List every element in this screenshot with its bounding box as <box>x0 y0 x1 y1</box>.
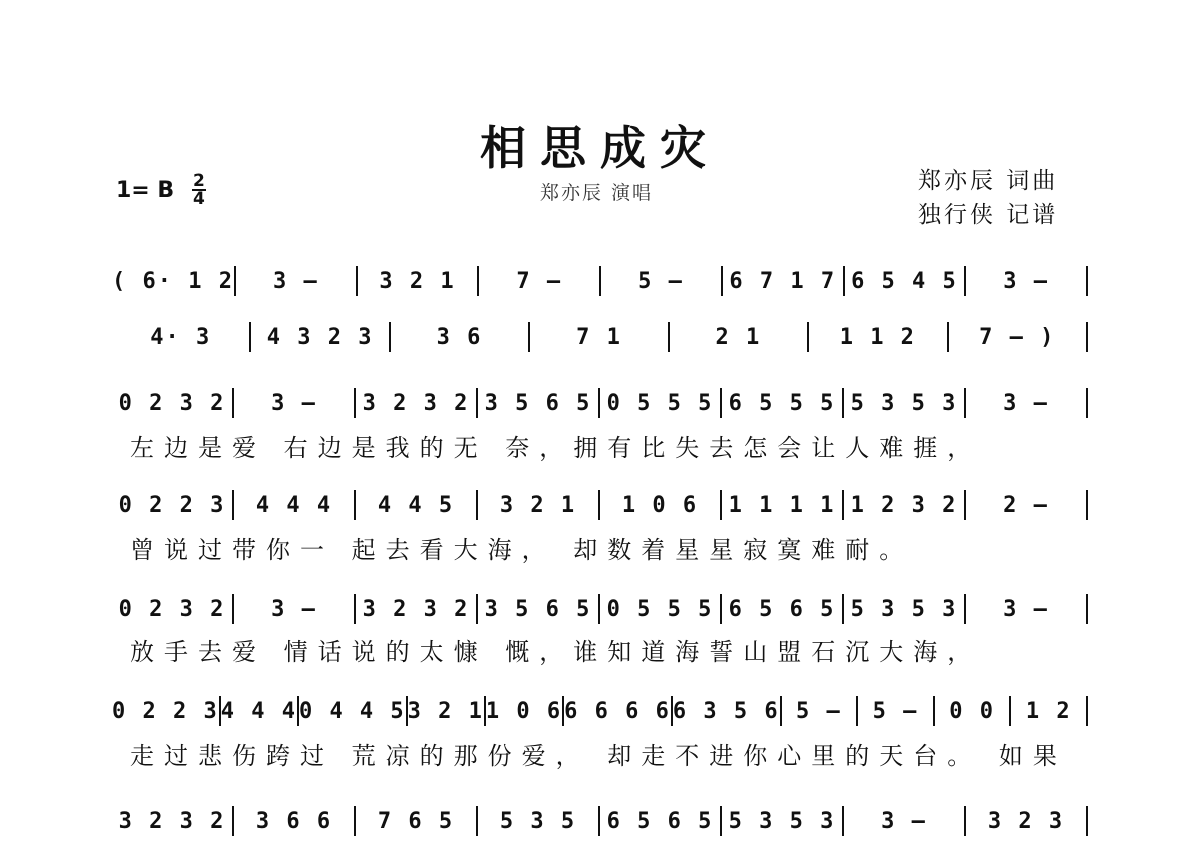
measure: 3 – <box>271 391 317 416</box>
lyricist-composer-credit: 郑亦辰 词曲 <box>918 168 1059 194</box>
measure: 1 0 6 <box>485 699 563 724</box>
measure: 3 – <box>271 597 317 622</box>
measure: 0 2 2 3 <box>112 699 219 724</box>
measure: 0 5 5 5 <box>606 597 714 622</box>
staff-row <box>112 588 1088 628</box>
barline <box>1086 696 1088 726</box>
measure: 5 – <box>872 699 919 724</box>
staff-row <box>112 316 1088 356</box>
measure: 3 6 <box>436 325 483 350</box>
measure: 3 5 6 5 <box>484 597 592 622</box>
measure: 7 6 5 <box>377 809 455 834</box>
measure: 4 4 4 <box>220 699 297 724</box>
measure: 0 5 5 5 <box>606 391 714 416</box>
time-signature <box>192 173 206 207</box>
measure: 6 6 6 6 <box>564 699 671 724</box>
staff-row <box>112 484 1088 524</box>
measure: 0 2 3 2 <box>118 391 226 416</box>
measure: 4· 3 <box>150 325 212 350</box>
measure: 6 5 6 5 <box>728 597 836 622</box>
measure: 1 1 2 <box>839 325 916 350</box>
measure: 3 – <box>272 269 319 294</box>
lyric-line: 曾说过带你一 起去看大海， 却数着星星寂寞难耐。 <box>130 536 914 564</box>
measure: 3 2 1 <box>379 269 456 294</box>
measure: 6 5 4 5 <box>851 269 958 294</box>
measure: 3 – <box>1003 269 1050 294</box>
measure: 5 3 5 3 <box>850 391 958 416</box>
measure: 1 2 <box>1025 699 1072 724</box>
measure: 3 6 6 <box>255 809 333 834</box>
measure: 3 – <box>1003 597 1049 622</box>
barline <box>1086 388 1088 418</box>
measure: 3 2 3 <box>987 809 1065 834</box>
measure: 0 0 <box>949 699 995 724</box>
measure: 3 2 3 2 <box>362 391 470 416</box>
measure: 6 3 5 6 <box>672 699 780 724</box>
staff-row <box>112 260 1088 300</box>
measure: 4 4 4 <box>255 493 333 518</box>
measure: 5 – <box>796 699 842 724</box>
barline <box>1086 806 1088 836</box>
measure: 5 3 5 <box>499 809 577 834</box>
measure: 5 – <box>638 269 684 294</box>
staff-row <box>112 690 1088 730</box>
song-title: 相思成灾 <box>480 121 720 175</box>
lyric-line: 走过悲伤跨过 荒凉的那份爱， 却走不进你心里的天台。 如果 <box>130 742 1067 770</box>
measure: 3 2 3 2 <box>362 597 470 622</box>
measure: 3 – <box>1003 391 1049 416</box>
measure: 6 5 5 5 <box>728 391 836 416</box>
measure: 3 2 3 2 <box>118 809 226 834</box>
staff-row <box>112 382 1088 422</box>
lyric-line: 放手去爱 情话说的太慷 慨，谁知道海誓山盟石沉大海， <box>130 638 982 666</box>
measure: 7 – ) <box>979 325 1056 350</box>
measure: 7 1 <box>576 325 622 350</box>
measure: 6 5 6 5 <box>606 809 714 834</box>
measure: 2 – <box>1003 493 1049 518</box>
key-signature: 1= B <box>116 178 175 203</box>
measure: 5 3 5 3 <box>728 809 836 834</box>
time-signature-top: 2 <box>193 171 205 191</box>
barline <box>1086 322 1088 352</box>
measure: 5 3 5 3 <box>850 597 958 622</box>
measure: 0 4 4 5 <box>298 699 406 724</box>
barline <box>1086 490 1088 520</box>
lyric-line: 左边是爱 右边是我的无 奈，拥有比失去怎会让人难捱， <box>130 434 982 462</box>
measure: 3 2 1 <box>407 699 484 724</box>
measure: 1 1 1 1 <box>728 493 836 518</box>
measure: 3 2 1 <box>499 493 577 518</box>
measure: 7 – <box>516 269 563 294</box>
measure: 3 – <box>881 809 927 834</box>
measure: 6 7 1 7 <box>729 269 837 294</box>
measure: 3 5 6 5 <box>484 391 592 416</box>
measure: 0 2 3 2 <box>118 597 226 622</box>
barline <box>1086 594 1088 624</box>
transcriber-credit: 独行侠 记谱 <box>918 202 1059 228</box>
time-signature-bottom: 4 <box>193 189 205 209</box>
measure: 0 2 2 3 <box>118 493 226 518</box>
measure: 1 2 3 2 <box>850 493 958 518</box>
barline <box>1086 266 1088 296</box>
measure: ( 6· 1 2 <box>112 269 234 294</box>
staff-row <box>112 800 1088 840</box>
measure: 2 1 <box>715 325 762 350</box>
measure: 4 3 2 3 <box>266 325 374 350</box>
singer-credit: 郑亦辰 演唱 <box>540 182 654 204</box>
measure: 4 4 5 <box>377 493 455 518</box>
measure: 1 0 6 <box>621 493 699 518</box>
